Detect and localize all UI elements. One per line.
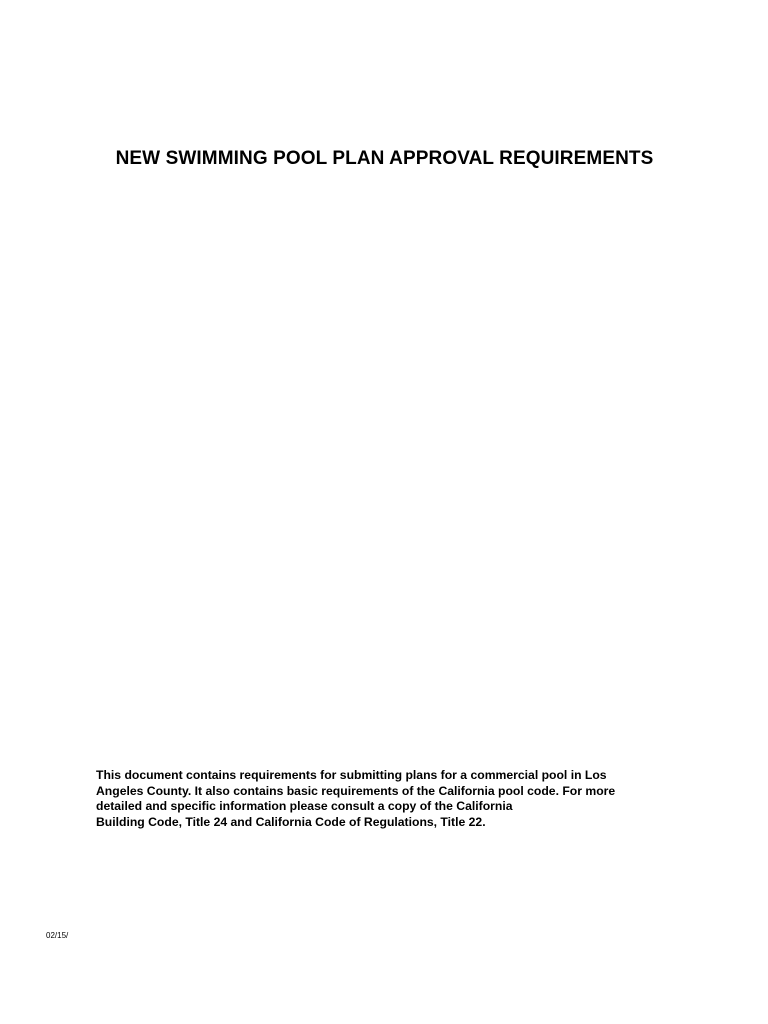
intro-line: This document contains requirements for submitting plans for a commercial pool in Los	[96, 768, 607, 782]
intro-paragraph	[96, 768, 676, 830]
intro-line: detailed and specific information please consult a copy of the California	[96, 799, 513, 813]
document-title: NEW SWIMMING POOL PLAN APPROVAL REQUIREMENTS	[115, 148, 654, 169]
footer-date: 02/15/	[46, 931, 69, 940]
intro-line: Angeles County. It also contains basic requirements of the California pool code. For more	[96, 783, 616, 798]
intro-line: Building Code, Title 24 and California Code of Regulations, Title 22.	[96, 814, 486, 829]
